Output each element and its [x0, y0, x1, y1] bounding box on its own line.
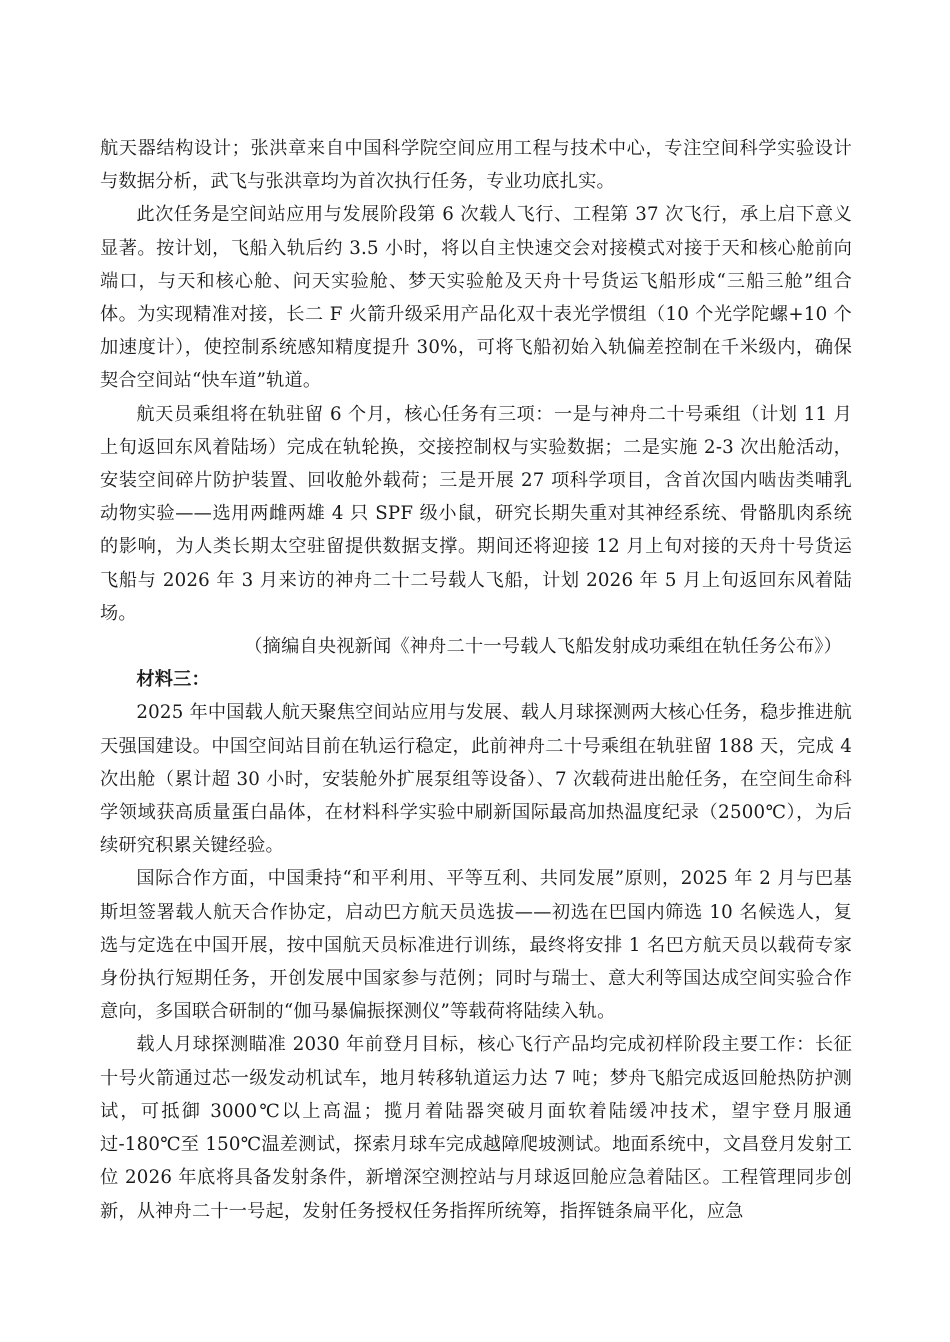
paragraph-mission-overview: 此次任务是空间站应用与发展阶段第 6 次载人飞行、工程第 37 次飞行，承上启下意义显著。按计划，飞船入轨后约 3.5 小时，将以自主快速交会对接模式对接于天和核心舱前向端口，与天和核心舱、问天实验舱、梦天实验舱及天舟十号货运飞船形成“三船三舱”组合体。为实现精准对接，长二 F 火箭升级采用产品化双十表光学惯组（10 个光学陀螺+10 个加速度计），使控制系统感知精度提升 30%，可将飞船初始入轨偏差控制在千米级内，确保契合空间站“快车道”轨道。	[100, 204, 852, 392]
source-citation: （摘编自央视新闻《神舟二十一号载人飞船发射成功乘组在轨任务公布》）	[244, 636, 842, 658]
article-body	[100, 132, 852, 1228]
section-heading-material-three: 材料三：	[136, 669, 210, 691]
paragraph-international-cooperation: 国际合作方面，中国秉持“和平利用、平等互利、共同发展”原则，2025 年 2 月与巴基斯坦签署载人航天合作协定，启动巴方航天员选拔——初选在巴国内筛选 10 名候选人，复选与定选在中国开展，按中国航天员标准进行训练，最终将安排 1 名巴方航天员以载荷专家身份执行短期任务，开创发展中国家参与范例；同时与瑞士、意大利等国达成空间实验合作意向，多国联合研制的“伽马暴偏振探测仪”等载荷将陆续入轨。	[100, 868, 852, 1023]
paragraph-crew-tasks: 航天员乘组将在轨驻留 6 个月，核心任务有三项：一是与神舟二十号乘组（计划 11 月上旬返回东风着陆场）完成在轨轮换，交接控制权与实验数据；二是实施 2-3 次出舱活动，安装空间碎片防护装置、回收舱外载荷；三是开展 27 项科学项目，含首次国内啮齿类哺乳动物实验——选用两雌两雄 4 只 SPF 级小鼠，研究长期失重对其神经系统、骨骼肌肉系统的影响，为人类长期太空驻留提供数据支撑。期间还将迎接 12 月上旬对接的天舟十号货运飞船与 2026 年 3 月来访的神舟二十二号载人飞船，计划 2026 年 5 月上旬返回东风着陆场。	[100, 403, 852, 624]
paragraph-continuation: 航天器结构设计；张洪章来自中国科学院空间应用工程与技术中心，专注空间科学实验设计与数据分析，武飞与张洪章均为首次执行任务，专业功底扎实。	[100, 138, 852, 193]
paragraph-lunar-exploration: 载人月球探测瞄准 2030 年前登月目标，核心飞行产品均完成初样阶段主要工作：长征十号火箭通过芯一级发动机试车，地月转移轨道运力达 7 吨；梦舟飞船完成返回舱热防护测试，可抵御 3000℃以上高温；揽月着陆器突破月面软着陆缓冲技术，望宇登月服通过-180℃至 150℃温差测试，探索月球车完成越障爬坡测试。地面系统中，文昌登月发射工位 2026 年底将具备发射条件，新增深空测控站与月球返回舱应急着陆区。工程管理同步创新，从神舟二十一号起，发射任务授权任务指挥所统筹，指挥链条扁平化，应急	[100, 1034, 852, 1222]
paragraph-space-station-2025: 2025 年中国载人航天聚焦空间站应用与发展、载人月球探测两大核心任务，稳步推进航天强国建设。中国空间站目前在轨运行稳定，此前神舟二十号乘组在轨驻留 188 天，完成 4 次出舱（累计超 30 小时，安装舱外扩展泵组等设备）、7 次载荷进出舱任务，在空间生命科学领域获高质量蛋白晶体，在材料科学实验中刷新国际最高加热温度纪录（2500℃），为后续研究积累关键经验。	[100, 702, 852, 857]
